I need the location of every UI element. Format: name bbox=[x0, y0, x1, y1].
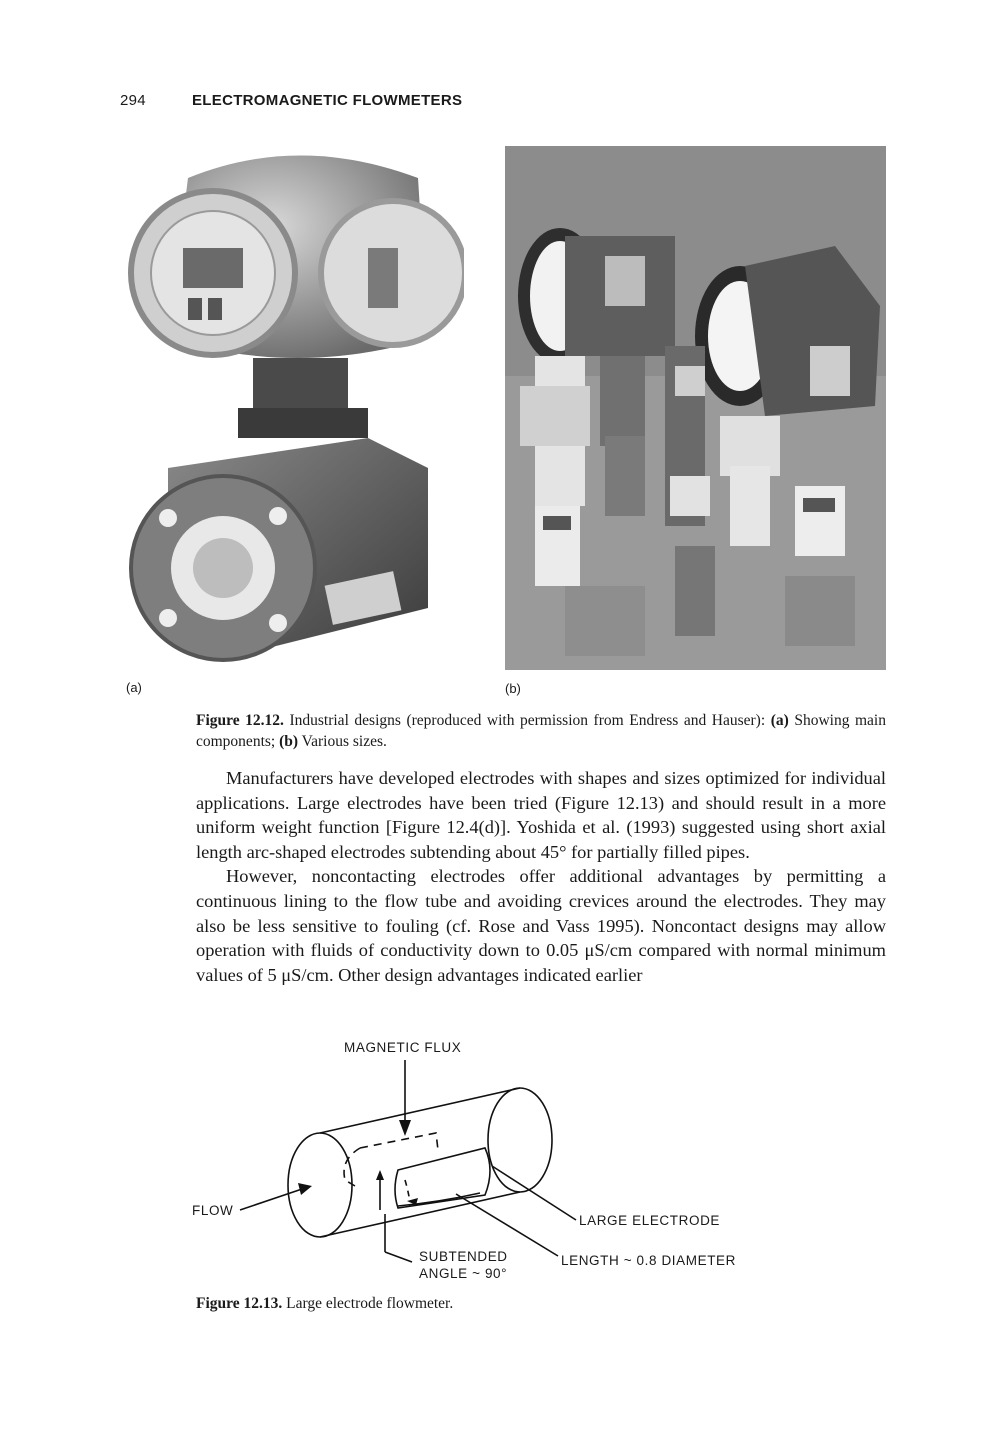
page-number: 294 bbox=[120, 92, 146, 109]
length-label: LENGTH ~ 0.8 DIAMETER bbox=[561, 1253, 737, 1268]
paragraph: However, noncontacting electrodes offer additional advantages by permitting a continuous lining to the flow tube and avoiding crevices around the electrodes. They may also be less sensitive to fouling (cf. Rose and Vass 1995). Noncontact designs may allow operation with fluids of conductivity down to 0.05 μS/cm compared with normal minimum values of 5 μS/cm. Other design advantages indicated earlier bbox=[196, 866, 886, 985]
caption-number: Figure 12.13. bbox=[196, 1295, 283, 1312]
magnetic-flux-label: MAGNETIC FLUX bbox=[344, 1040, 462, 1055]
caption-part-b: (b) bbox=[279, 733, 299, 750]
panel-b-label: (b) bbox=[505, 681, 521, 696]
running-header bbox=[120, 92, 920, 114]
panel-a-label: (a) bbox=[126, 680, 142, 695]
paragraph: Manufacturers have developed electrodes with shapes and sizes optimized for individual applications. Large electrodes have been tried (Figure 12.13) and should result in a more uniform weight function [Figure 12.4(d)]. Yoshida et al. (1993) suggested using short axial length arc-shaped electrodes subtending about 45° for partially filled pipes. bbox=[196, 768, 886, 862]
flowmeter-photo-a bbox=[128, 138, 464, 672]
running-title: ELECTROMAGNETIC FLOWMETERS bbox=[192, 92, 463, 109]
caption-text: Industrial designs (reproduced with permission from Endress and Hauser): bbox=[283, 712, 771, 729]
caption-part-b-text: Various sizes. bbox=[298, 733, 387, 750]
body-text bbox=[196, 766, 886, 987]
figure-12-12-caption bbox=[196, 710, 886, 752]
figure-12-13-caption bbox=[196, 1293, 696, 1314]
caption-number: Figure 12.12. bbox=[196, 712, 284, 729]
flow-label: FLOW bbox=[192, 1203, 234, 1218]
subtended-label: SUBTENDED bbox=[419, 1249, 508, 1264]
caption-text: Large electrode flowmeter. bbox=[282, 1295, 454, 1312]
flowmeters-photo-b bbox=[505, 146, 886, 670]
large-electrode-label: LARGE ELECTRODE bbox=[579, 1213, 721, 1228]
caption-part-a-text: Showing main components; bbox=[196, 712, 886, 750]
angle-label: ANGLE ~ 90° bbox=[419, 1266, 508, 1281]
caption-part-a: (a) bbox=[770, 712, 789, 729]
